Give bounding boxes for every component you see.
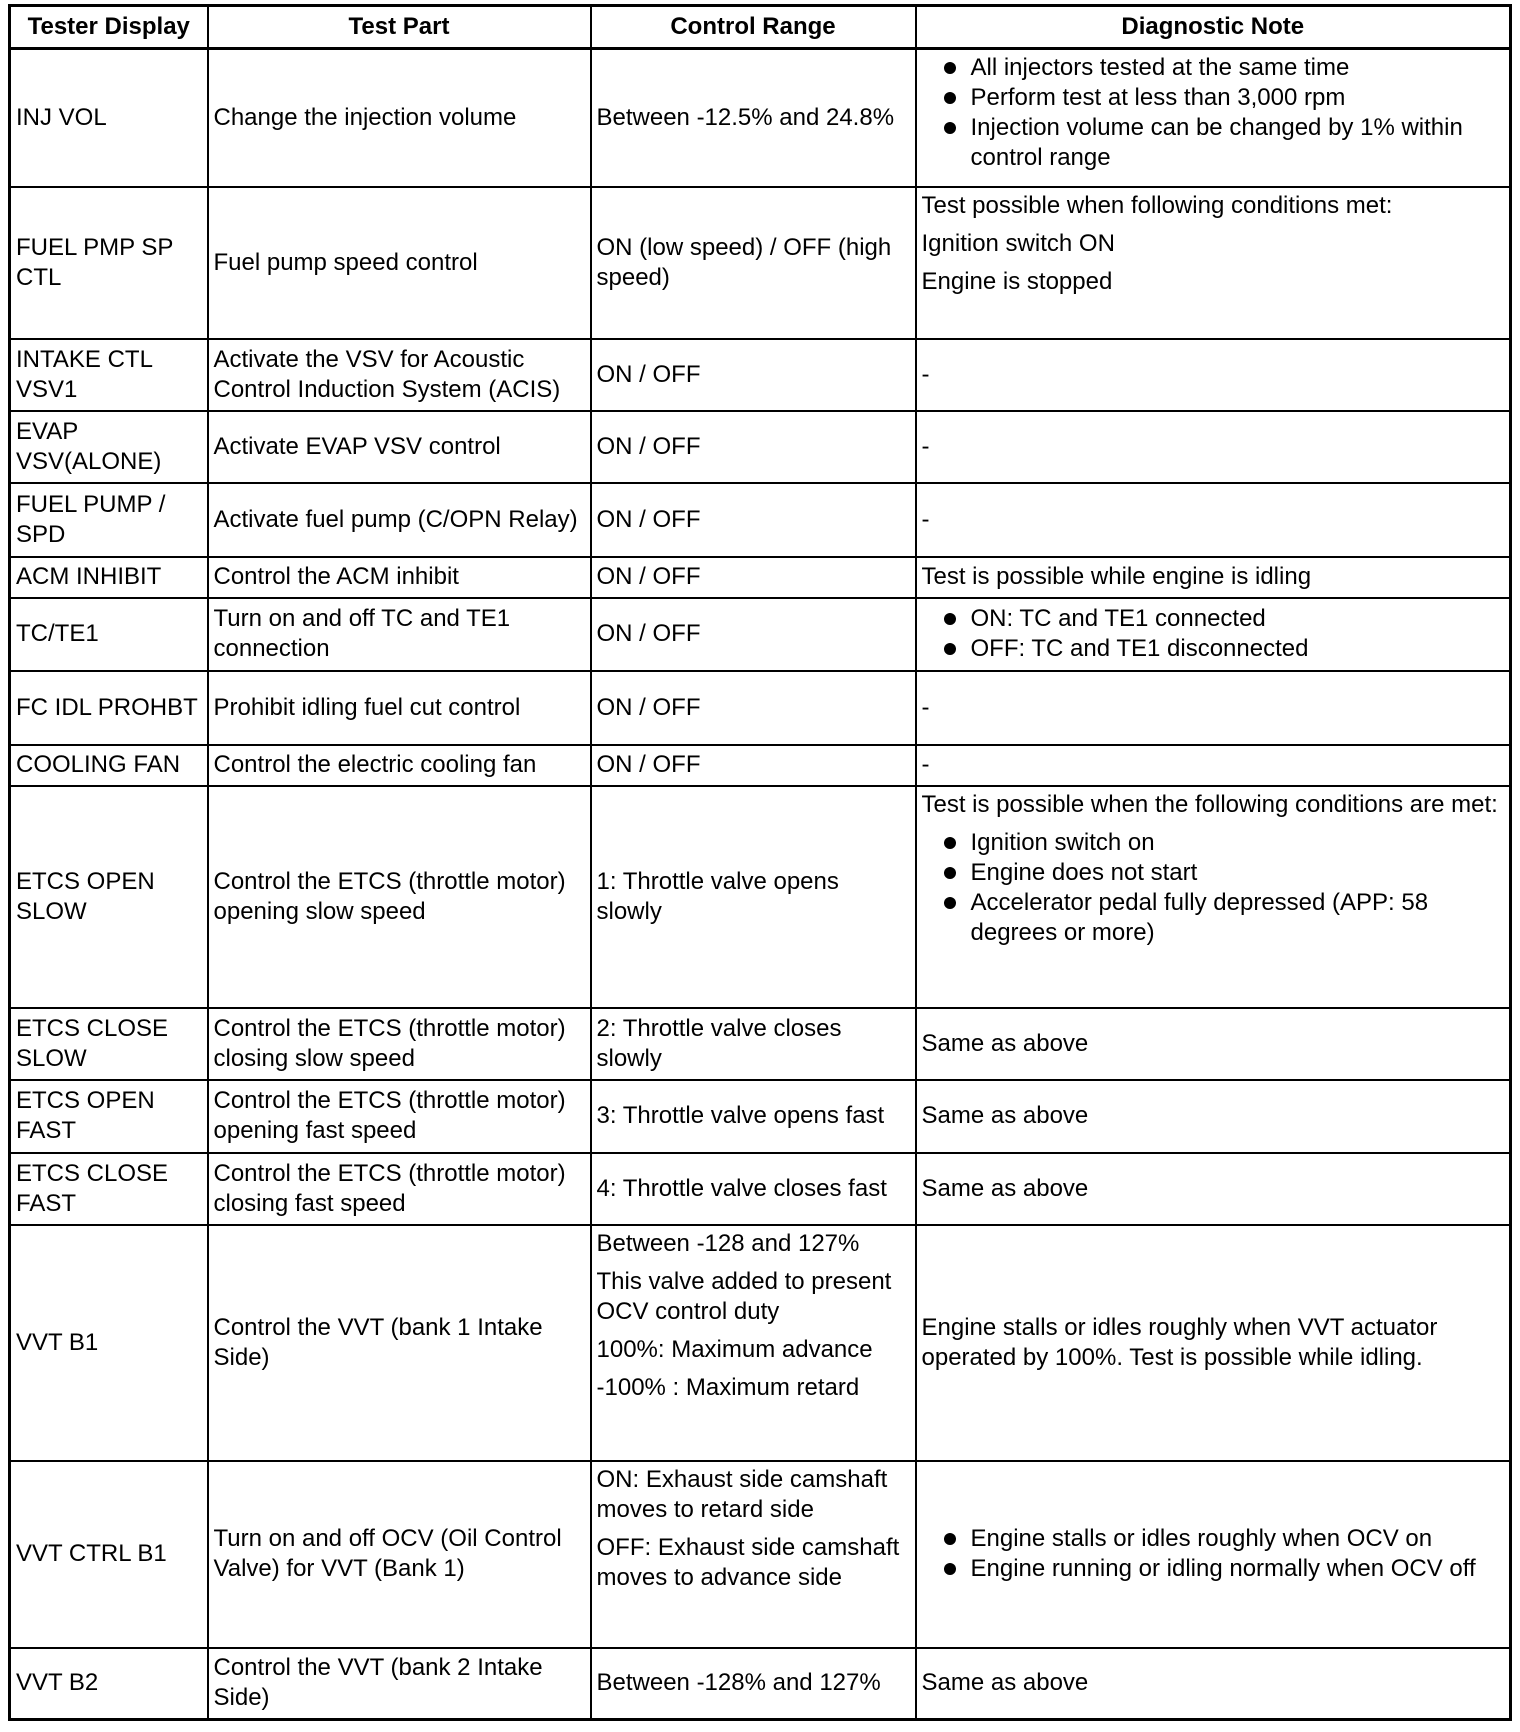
tester-display-cell: ETCS OPEN FAST	[10, 1080, 208, 1153]
tester-display-cell: FUEL PUMP / SPD	[10, 483, 208, 557]
diagnostic-note-bullet-list	[922, 604, 1505, 664]
tester-display-cell: FUEL PMP SP CTL	[10, 187, 208, 339]
test-part-cell: Prohibit idling fuel cut control	[208, 671, 591, 745]
diagnostic-note-cell	[916, 1008, 1511, 1080]
control-range-cell	[591, 339, 916, 411]
bullet-item: ON: TC and TE1 connected	[922, 604, 1505, 634]
test-part-cell: Turn on and off TC and TE1 connection	[208, 598, 591, 671]
diagnostic-note-cell	[916, 745, 1511, 786]
tester-display-cell: VVT CTRL B1	[10, 1461, 208, 1648]
table-row	[10, 1080, 1511, 1153]
tester-display-cell: FC IDL PROHBT	[10, 671, 208, 745]
control-range-text: ON / OFF	[596, 563, 701, 590]
control-range-cell	[591, 483, 916, 557]
diagnostic-note-text: -	[921, 751, 930, 778]
tester-display-cell: VVT B2	[10, 1648, 208, 1720]
table-row	[10, 745, 1511, 786]
control-range-cell	[591, 557, 916, 598]
table-row	[10, 339, 1511, 411]
table-row	[10, 786, 1511, 1008]
test-part-cell: Fuel pump speed control	[208, 187, 591, 339]
control-range-text: ON (low speed) / OFF (high speed)	[596, 233, 892, 291]
diagnostic-note-text: Same as above	[921, 1102, 1089, 1129]
diagnostic-note-text: Same as above	[921, 1174, 1089, 1202]
control-range-cell	[591, 745, 916, 786]
tester-display-cell: ETCS OPEN SLOW	[10, 786, 208, 1008]
bullet-item: Accelerator pedal fully depressed (APP: 58 degrees or more)	[922, 888, 1505, 948]
diagnostic-note-bullet-list	[922, 53, 1505, 173]
control-range-cell	[591, 1080, 916, 1153]
diagnostic-note-text: Ignition switch ON	[921, 229, 1115, 257]
control-range-text: 2: Throttle valve closes slowly	[596, 1014, 842, 1072]
bullet-item: OFF: TC and TE1 disconnected	[922, 634, 1505, 664]
control-range-text: ON / OFF	[596, 693, 701, 721]
test-part-cell: Change the injection volume	[208, 49, 591, 187]
control-range-cell	[591, 1153, 916, 1225]
test-part-cell: Turn on and off OCV (Oil Control Valve) for VVT (Bank 1)	[208, 1461, 591, 1648]
test-part-cell: Activate fuel pump (C/OPN Relay)	[208, 483, 591, 557]
table-row	[10, 1008, 1511, 1080]
diagnostic-note-cell	[916, 557, 1511, 598]
control-range-text: Between -12.5% and 24.8%	[596, 103, 895, 131]
bullet-item: Injection volume can be changed by 1% within control range	[922, 113, 1505, 173]
control-range-text: Between -128 and 127%	[596, 1229, 860, 1257]
diagnostic-note-cell	[916, 1153, 1511, 1225]
table-row	[10, 1648, 1511, 1720]
tester-display-cell: INJ VOL	[10, 49, 208, 187]
bullet-item: Ignition switch on	[922, 828, 1505, 858]
control-range-text: ON / OFF	[596, 620, 701, 647]
diagnostic-note-cell	[916, 411, 1511, 483]
diagnostic-note-text: Test possible when following conditions met:	[921, 191, 1393, 219]
control-range-cell	[591, 671, 916, 745]
control-range-cell	[591, 1225, 916, 1461]
diagnostic-note-text: -	[921, 505, 930, 533]
bullet-item: Engine stalls or idles roughly when OCV on	[922, 1524, 1505, 1554]
diagnostic-note-text: Engine is stopped	[921, 267, 1113, 295]
header-test-part: Test Part	[208, 6, 591, 49]
control-range-text: Between -128% and 127%	[596, 1669, 881, 1697]
table-row	[10, 483, 1511, 557]
control-range-cell	[591, 1008, 916, 1080]
header-diagnostic-note: Diagnostic Note	[916, 6, 1511, 49]
control-range-cell	[591, 1461, 916, 1648]
diagnostic-note-text: Engine stalls or idles roughly when VVT actuator operated by 100%. Test is possible while idling.	[921, 1313, 1438, 1371]
test-part-cell: Activate the VSV for Acoustic Control Induction System (ACIS)	[208, 339, 591, 411]
tester-display-cell: ETCS CLOSE FAST	[10, 1153, 208, 1225]
tester-display-cell: TC/TE1	[10, 598, 208, 671]
table-row	[10, 1153, 1511, 1225]
test-part-cell: Control the ETCS (throttle motor) closing slow speed	[208, 1008, 591, 1080]
table-row	[10, 1461, 1511, 1648]
diagnostic-note-cell	[916, 671, 1511, 745]
control-range-text: -100% : Maximum retard	[596, 1373, 860, 1401]
control-range-text: 100%: Maximum advance	[596, 1335, 873, 1363]
diagnostic-note-text: Same as above	[921, 1669, 1089, 1697]
diagnostic-note-text: Test is possible while engine is idling	[921, 563, 1312, 590]
tester-display-cell: EVAP VSV(ALONE)	[10, 411, 208, 483]
test-part-cell: Control the ETCS (throttle motor) opening fast speed	[208, 1080, 591, 1153]
diagnostic-note-cell	[916, 1461, 1511, 1648]
test-part-cell: Activate EVAP VSV control	[208, 411, 591, 483]
active-test-table	[8, 4, 1512, 1721]
diagnostic-note-cell	[916, 598, 1511, 671]
table-row	[10, 411, 1511, 483]
diagnostic-note-cell	[916, 187, 1511, 339]
diagnostic-note-text: -	[921, 432, 930, 460]
diagnostic-note-text: Test is possible when the following conditions are met:	[921, 790, 1498, 818]
control-range-text: 3: Throttle valve opens fast	[596, 1102, 885, 1129]
control-range-text: ON / OFF	[596, 432, 701, 460]
header-control-range: Control Range	[591, 6, 916, 49]
diagnostic-note-cell	[916, 786, 1511, 1008]
tester-display-cell: VVT B1	[10, 1225, 208, 1461]
tester-display-cell: INTAKE CTL VSV1	[10, 339, 208, 411]
bullet-item: All injectors tested at the same time	[922, 53, 1505, 83]
test-part-cell: Control the VVT (bank 2 Intake Side)	[208, 1648, 591, 1720]
header-row	[10, 6, 1511, 49]
diagnostic-note-text: Same as above	[921, 1029, 1089, 1057]
test-part-cell: Control the ETCS (throttle motor) closing fast speed	[208, 1153, 591, 1225]
header-tester-display: Tester Display	[10, 6, 208, 49]
control-range-text: 4: Throttle valve closes fast	[596, 1174, 887, 1202]
control-range-cell	[591, 1648, 916, 1720]
diagnostic-note-bullet-list	[922, 828, 1505, 948]
bullet-item: Engine does not start	[922, 858, 1505, 888]
test-part-cell: Control the ACM inhibit	[208, 557, 591, 598]
control-range-cell	[591, 49, 916, 187]
control-range-cell	[591, 187, 916, 339]
control-range-cell	[591, 598, 916, 671]
tester-display-cell: COOLING FAN	[10, 745, 208, 786]
control-range-text: ON: Exhaust side camshaft moves to retard side	[596, 1465, 888, 1523]
control-range-text: ON / OFF	[596, 751, 701, 778]
table-row	[10, 187, 1511, 339]
diagnostic-note-cell	[916, 49, 1511, 187]
table-row	[10, 598, 1511, 671]
control-range-cell	[591, 411, 916, 483]
test-part-cell: Control the ETCS (throttle motor) opening slow speed	[208, 786, 591, 1008]
table-row	[10, 49, 1511, 187]
test-part-cell: Control the VVT (bank 1 Intake Side)	[208, 1225, 591, 1461]
diagnostic-note-cell	[916, 339, 1511, 411]
bullet-item: Engine running or idling normally when OCV off	[922, 1554, 1505, 1584]
diagnostic-note-cell	[916, 1225, 1511, 1461]
bullet-item: Perform test at less than 3,000 rpm	[922, 83, 1505, 113]
diagnostic-note-cell	[916, 1080, 1511, 1153]
control-range-text: This valve added to present OCV control duty	[596, 1267, 892, 1325]
tester-display-cell: ETCS CLOSE SLOW	[10, 1008, 208, 1080]
diagnostic-note-bullet-list	[922, 1524, 1505, 1584]
control-range-text: OFF: Exhaust side camshaft moves to advance side	[596, 1533, 900, 1591]
control-range-text: 1: Throttle valve opens slowly	[596, 867, 839, 925]
diagnostic-note-text: -	[921, 693, 930, 721]
table-body	[10, 49, 1511, 1720]
diagnostic-note-cell	[916, 483, 1511, 557]
tester-display-cell: ACM INHIBIT	[10, 557, 208, 598]
table-row	[10, 671, 1511, 745]
diagnostic-note-cell	[916, 1648, 1511, 1720]
table-row	[10, 1225, 1511, 1461]
control-range-text: ON / OFF	[596, 360, 701, 388]
control-range-cell	[591, 786, 916, 1008]
diagnostic-note-text: -	[921, 360, 930, 388]
control-range-text: ON / OFF	[596, 505, 701, 533]
table-row	[10, 557, 1511, 598]
test-part-cell: Control the electric cooling fan	[208, 745, 591, 786]
